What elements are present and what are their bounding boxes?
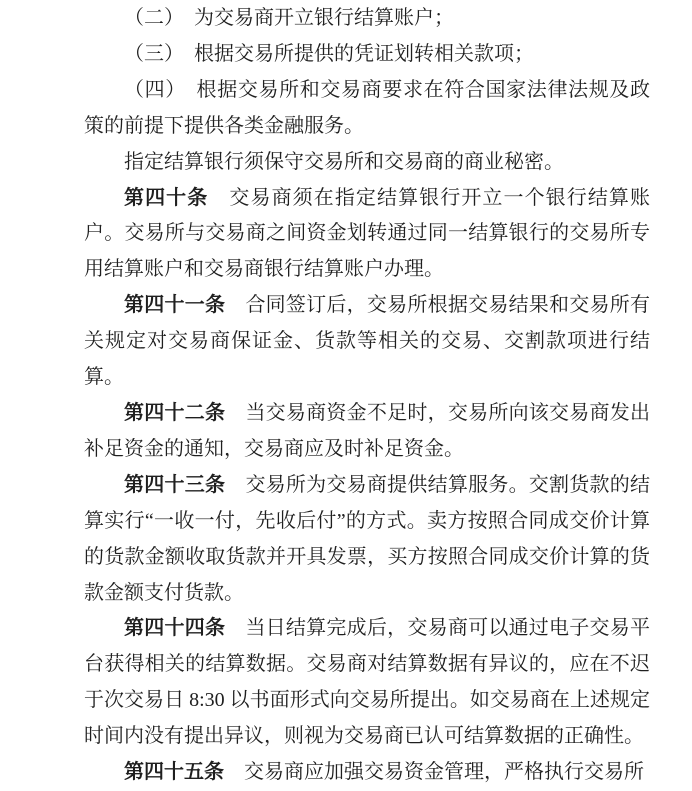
paragraph-text: 当日结算完成后，交易商可以通过电子交易平台获得相关的结算数据。交易商对结算数据有异议的，应在不迟于次交易日 8:30 以书面形式向交易所提出。如交易商在上述规定时间内没有提出异议，则视为交易商已认可结算数据的正确性。 (84, 617, 651, 748)
paragraph-text: 当交易商资金不足时，交易所向该交易商发出补足资金的通知，交易商应及时补足资金。 (84, 401, 651, 460)
paragraph-text: 交易商须在指定结算银行开立一个银行结算账户。交易所与交易商之间资金划转通过同一结算银行的交易所专用结算账户和交易商银行结算账户办理。 (84, 186, 651, 281)
article-number: 第四十一条 (124, 294, 226, 317)
paragraph (84, 288, 650, 396)
paragraph (84, 181, 650, 289)
paragraph-text: 交易所为交易商提供结算服务。交割货款的结算实行“一收一付，先收后付”的方式。卖方按照合同成交价计算的货款金额收取货款并开具发票，买方按照合同成交价计算的货款金额支付货款。 (84, 473, 651, 604)
paragraph (84, 396, 650, 468)
paragraph-text: （二） 为交易商开立银行结算账户； (124, 7, 454, 29)
article-number: 第四十二条 (124, 401, 226, 424)
article-number: 第四十条 (124, 186, 209, 209)
paragraph-text: 指定结算银行须保守交易所和交易商的商业秘密。 (124, 150, 564, 173)
paragraph (84, 755, 650, 791)
paragraph-text: 合同签订后，交易所根据交易结果和交易所有关规定对交易商保证金、货款等相关的交易、交割款项进行结算。 (84, 294, 651, 389)
paragraph (84, 37, 650, 73)
article-number: 第四十三条 (124, 473, 226, 496)
article-number: 第四十四条 (124, 617, 226, 640)
paragraph-text: （四） 根据交易所和交易商要求在符合国家法律法规及政策的前提下提供各类金融服务。 (84, 78, 650, 137)
paragraph-text: （三） 根据交易所提供的凭证划转相关款项； (124, 42, 534, 65)
paragraph (84, 73, 650, 145)
paragraph-text: 交易商应加强交易资金管理，严格执行交易所 (224, 761, 644, 784)
paragraph (84, 468, 650, 612)
paragraph (84, 1, 650, 37)
paragraph (84, 611, 650, 755)
paragraph (84, 145, 650, 181)
paragraph-list (84, 1, 650, 791)
article-number: 第四十五条 (124, 761, 224, 784)
